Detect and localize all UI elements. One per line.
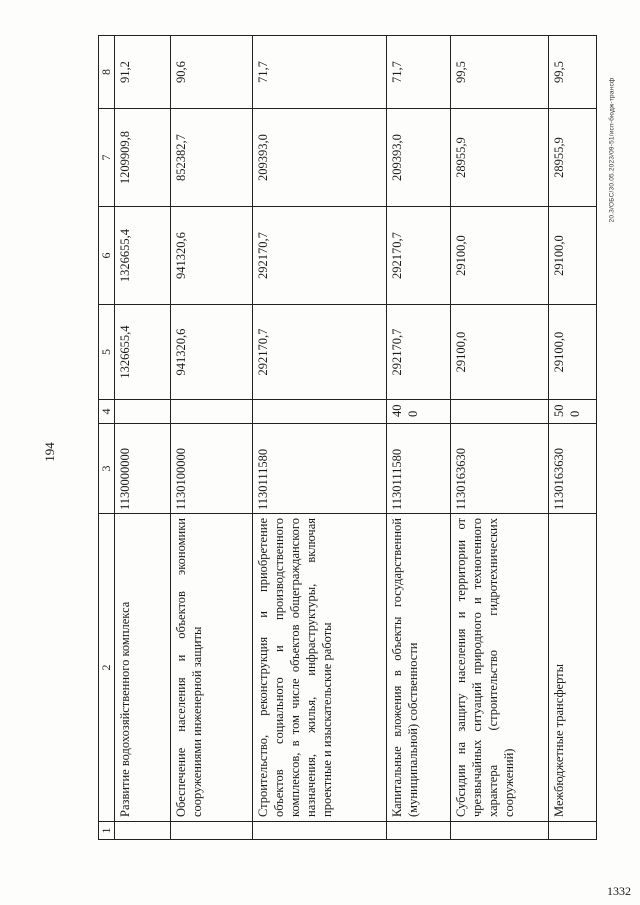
row-value-5: 29100,0 [549,305,597,400]
scan-page-number: 1332 [607,884,631,898]
row-code: 1130163630 [451,424,549,514]
row-value-6: 1326655,4 [115,207,171,305]
row-code: 1130163630 [549,424,597,514]
row-expense-type [171,400,253,424]
row-expense-type: 400 [387,400,451,424]
page-number: 194 [42,442,57,462]
column-header: 1 [99,822,115,840]
row-name: Межбюджетные трансферты [549,514,597,822]
table-row [387,36,451,840]
row-value-5: 292170,7 [387,305,451,400]
row-number [451,822,549,840]
row-name: Субсидии на защиту населения и территории от чрезвычайных ситуаций природного и техногенного характера (строительство гидротехнических сооружений) [451,514,549,822]
row-value-6: 292170,7 [253,207,387,305]
row-value-6: 292170,7 [387,207,451,305]
row-code: 1130000000 [115,424,171,514]
row-value-7: 28955,9 [451,109,549,207]
column-header: 5 [99,305,115,400]
row-value-8: 71,7 [253,36,387,109]
row-value-8: 99,5 [451,36,549,109]
row-name: Капитальные вложения в объекты государственной (муниципальной) собственности [387,514,451,822]
table-row [253,36,387,840]
column-header: 7 [99,109,115,207]
row-code: 1130111580 [387,424,451,514]
header-row [99,36,115,840]
row-value-5: 941320,6 [171,305,253,400]
row-expense-type: 500 [549,400,597,424]
column-header: 4 [99,400,115,424]
column-header: 6 [99,207,115,305]
table-row [171,36,253,840]
budget-table [98,35,597,840]
row-value-7: 28955,9 [549,109,597,207]
row-value-5: 29100,0 [451,305,549,400]
row-expense-type [115,400,171,424]
row-name: Строительство, реконструкция и приобретение объектов социального и производственного комплексов, в том числе объектов общегражданского назначения, жилья, инфраструктуры, включая проектные и изыскательские работы [253,514,387,822]
row-number [387,822,451,840]
row-number [171,822,253,840]
document-stamp: 20.3/ОБС/30.05.2023/09-51/исп-бюдж-трансф [608,77,616,223]
row-value-6: 941320,6 [171,207,253,305]
row-value-8: 90,6 [171,36,253,109]
row-value-8: 71,7 [387,36,451,109]
row-value-5: 1326655,4 [115,305,171,400]
column-header: 3 [99,424,115,514]
row-value-7: 852382,7 [171,109,253,207]
row-value-8: 91,2 [115,36,171,109]
row-expense-type [253,400,387,424]
row-value-6: 29100,0 [451,207,549,305]
row-code: 1130100000 [171,424,253,514]
row-number [253,822,387,840]
row-value-5: 292170,7 [253,305,387,400]
table-row [549,36,597,840]
row-value-7: 209393,0 [253,109,387,207]
row-number [115,822,171,840]
row-number [549,822,597,840]
row-value-7: 1209909,8 [115,109,171,207]
row-name: Обеспечение населения и объектов экономики сооружениями инженерной защиты [171,514,253,822]
row-name: Развитие водохозяйственного комплекса [115,514,171,822]
row-value-8: 99,5 [549,36,597,109]
row-code: 1130111580 [253,424,387,514]
column-header: 2 [99,514,115,822]
column-header: 8 [99,36,115,109]
row-value-6: 29100,0 [549,207,597,305]
row-value-7: 209393,0 [387,109,451,207]
table-row [115,36,171,840]
rotated-table-frame [98,36,588,840]
table-row [451,36,549,840]
table-container [98,36,588,840]
row-expense-type [451,400,549,424]
